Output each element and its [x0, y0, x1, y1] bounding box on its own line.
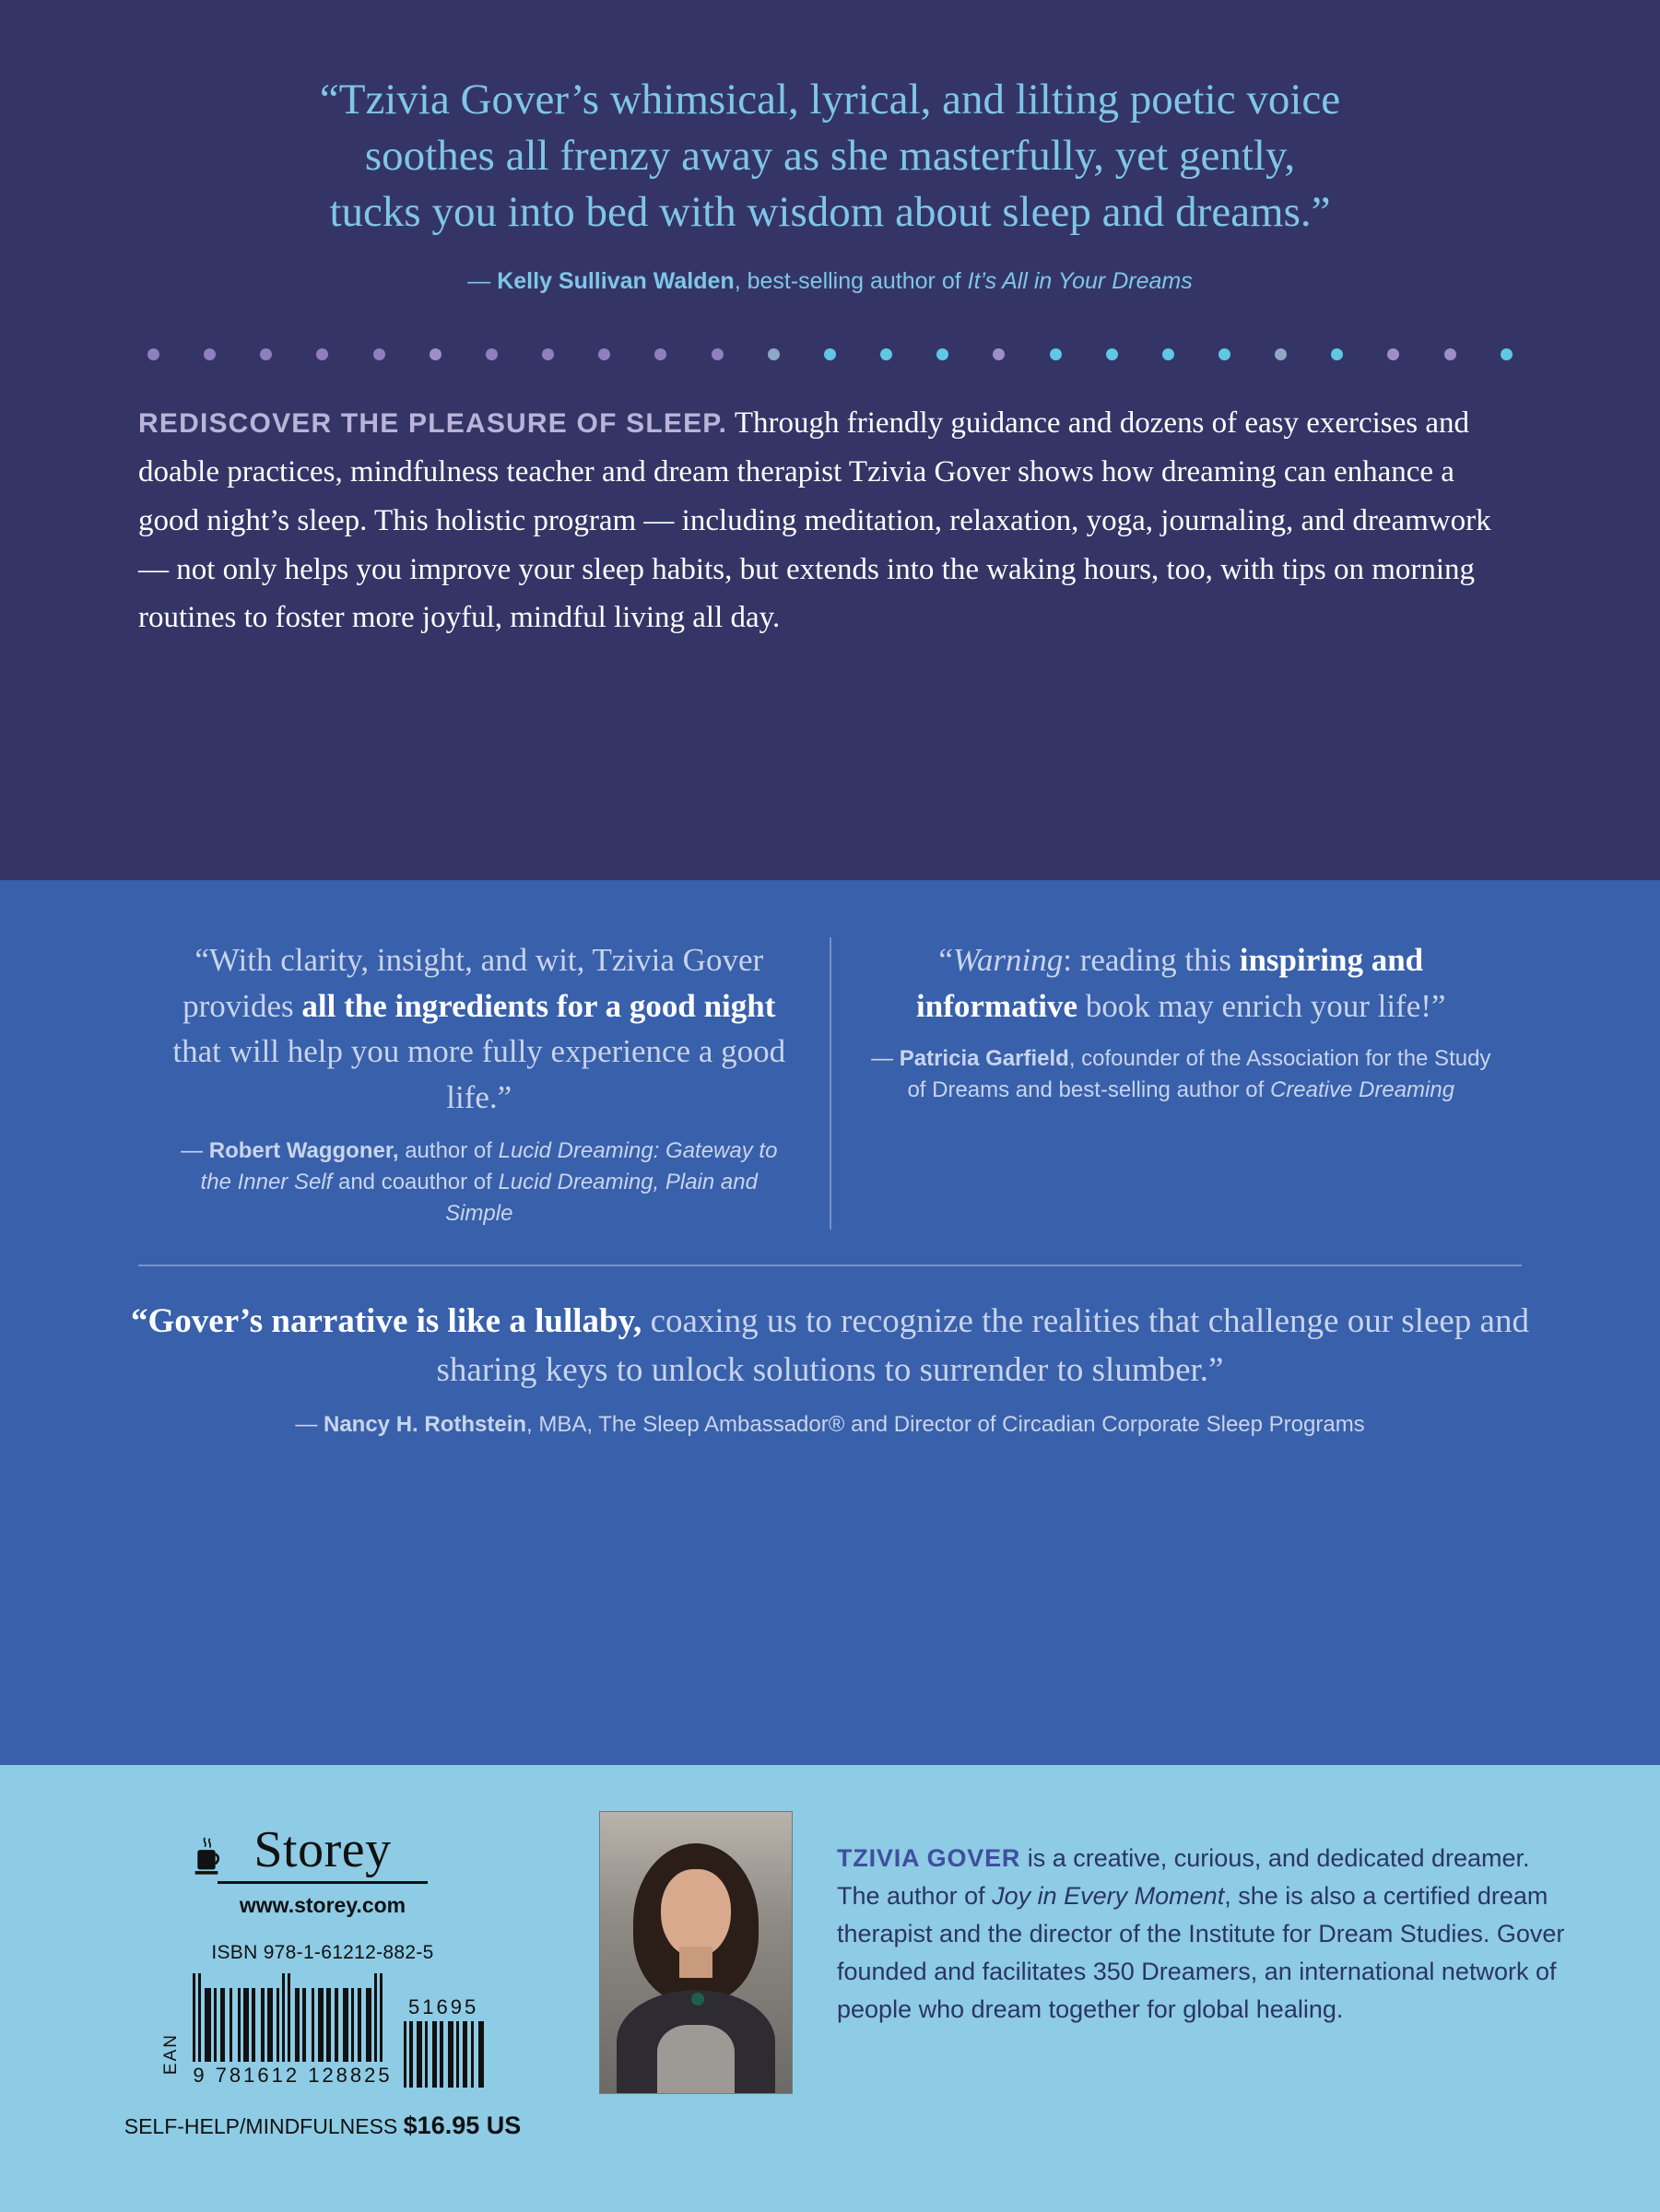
dot-icon: [936, 348, 948, 360]
barcode-area: [46, 1973, 599, 2088]
headline-pull-quote: [138, 72, 1522, 241]
attrib-rest: , best-selling author of: [734, 268, 968, 295]
reviews-panel: [0, 880, 1660, 1765]
dot-icon: [1219, 348, 1230, 360]
dot-icon: [373, 348, 385, 360]
description-body: Through friendly guidance and dozens of easy exercises and doable practices, mindfulness teacher and dream therapist Tzivia Gover shows how dreaming can enhance a good night’s sleep. This holistic program — including meditation, relaxation, yoga, journaling, and dreamwork — not only helps you improve your sleep habits, but extends into the waking hours, too, with tips on morning routines to foster more joyful, mindful living all day.: [138, 406, 1491, 635]
dot-icon: [1501, 348, 1513, 360]
attrib-mid: and coauthor of: [332, 1169, 499, 1194]
dot-icon: [260, 348, 272, 360]
barcode-main: [193, 1973, 392, 2088]
attrib-book-title: Creative Dreaming: [1269, 1077, 1455, 1103]
pull-quote-line-2: soothes all frenzy away as she masterfully, yet gently,: [364, 132, 1296, 181]
dot-icon: [654, 348, 666, 360]
dot-icon: [712, 348, 724, 360]
barcode-number: 9 781612 128825: [193, 2064, 393, 2087]
dot-icon: [147, 348, 159, 360]
attrib-rest: , MBA, The Sleep Ambassador® and Director of Circadian Corporate Sleep Programs: [526, 1412, 1365, 1438]
quote-part-1: : reading this: [1063, 942, 1240, 978]
publisher-panel: [0, 1765, 1660, 2212]
dot-icon: [1106, 348, 1118, 360]
barcode-addon: [404, 1995, 484, 2088]
dot-icon: [1162, 348, 1174, 360]
publisher-website: www.storey.com: [239, 1893, 406, 1917]
attrib-dash: —: [467, 268, 498, 295]
barcode-addon-bars: [404, 2021, 484, 2088]
divider: [138, 1265, 1522, 1266]
review-left-attribution: [168, 1135, 791, 1230]
author-name: TZIVIA GOVER: [837, 1844, 1021, 1872]
category-label: SELF-HELP/MINDFULNESS: [124, 2114, 398, 2138]
barcode-addon-number: 51695: [408, 1995, 479, 2018]
attrib-dash: —: [295, 1412, 324, 1438]
publisher-name: Storey: [253, 1821, 392, 1878]
attrib-dash: —: [181, 1137, 209, 1163]
photo-shirt: [657, 2025, 735, 2093]
bio-part-1: is a creative, curious, and dedicated dreamer. The author of: [837, 1844, 1530, 1911]
barcode-bars: [193, 1973, 392, 2062]
dot-icon: [1275, 348, 1287, 360]
logo-underline: [218, 1881, 428, 1884]
attrib-dash: —: [871, 1046, 900, 1072]
quote-rest: coaxing us to recognize the realities that challenge our sleep and sharing keys to unlock solutions to surrender to slumber.”: [436, 1301, 1529, 1389]
description-paragraph: [138, 399, 1522, 642]
attrib-name: Kelly Sullivan Walden: [497, 268, 735, 295]
decorative-dot-rule: [147, 348, 1513, 360]
pull-quote-attribution: [138, 268, 1522, 295]
review-center-attribution: [129, 1409, 1531, 1441]
reviews-two-column: [129, 937, 1531, 1230]
isbn-text: ISBN 978-1-61212-882-5: [211, 1942, 434, 1963]
review-right-attribution: [870, 1043, 1493, 1106]
review-center: [129, 1298, 1531, 1441]
photo-face: [661, 1869, 731, 1958]
review-left-quote: [168, 937, 791, 1121]
quote-bold: “Gover’s narrative is like a lullaby,: [131, 1301, 642, 1340]
quote-part-2: that will help you more fully experience a good life.”: [172, 1033, 786, 1116]
attrib-book-title-1: Lucid Dreaming: Gateway to the Inner Self: [200, 1137, 778, 1194]
dot-icon: [993, 348, 1005, 360]
attrib-rest: author of: [398, 1137, 499, 1163]
author-photo: [599, 1811, 793, 2094]
dot-icon: [824, 348, 836, 360]
quote-open: “: [938, 942, 953, 978]
dot-icon: [204, 348, 216, 360]
attrib-name: Robert Waggoner,: [208, 1137, 399, 1163]
bio-part-2: , she is also a certified dream therapist and the director of the Institute for Dream Studies. Gover founded and facilitates 350 Dreamers, an international network of people who dream together for global healing.: [837, 1882, 1565, 2024]
quote-bold: all the ingredients for a good night: [301, 987, 776, 1024]
quote-italic-word: Warning: [952, 942, 1064, 978]
dot-icon: [542, 348, 554, 360]
quote-bold: inspiring and informative: [916, 942, 1424, 1024]
dot-icon: [1444, 348, 1456, 360]
dot-icon: [1050, 348, 1062, 360]
review-right-quote: [870, 937, 1493, 1029]
price-label: $16.95 US: [403, 2112, 522, 2139]
attrib-book-title: It’s All in Your Dreams: [967, 268, 1193, 295]
review-left: [129, 937, 831, 1230]
dot-icon: [880, 348, 892, 360]
attrib-name: Nancy H. Rothstein: [323, 1412, 527, 1438]
photo-pendant: [691, 1993, 704, 2006]
dot-icon: [598, 348, 610, 360]
description-lead-in: REDISCOVER THE PLEASURE OF SLEEP.: [138, 408, 728, 440]
dot-icon: [768, 348, 780, 360]
ean-label: EAN: [161, 2032, 182, 2075]
attrib-name: Patricia Garfield: [899, 1046, 1069, 1072]
cup-icon: [193, 1833, 220, 1883]
author-bio-block: [793, 1802, 1614, 2189]
quote-part-1: “With clarity, insight, and wit, Tzivia Gover provides: [182, 942, 764, 1024]
publisher-block: [46, 1802, 599, 2189]
top-panel: [0, 0, 1660, 880]
review-center-quote: [129, 1298, 1531, 1394]
author-bio: [837, 1840, 1577, 2029]
dot-icon: [1331, 348, 1343, 360]
dot-icon: [430, 348, 441, 360]
photo-neck: [679, 1947, 712, 1978]
attrib-book-title-2: Lucid Dreaming, Plain and Simple: [445, 1169, 758, 1226]
category-and-price: [46, 2112, 599, 2140]
dot-icon: [1387, 348, 1399, 360]
dot-icon: [316, 348, 328, 360]
pull-quote-line-3: tucks you into bed with wisdom about sleep and dreams.”: [329, 188, 1331, 237]
review-right: [831, 937, 1532, 1230]
dot-icon: [486, 348, 498, 360]
publisher-logo: [46, 1820, 599, 1884]
attrib-rest: , cofounder of the Association for the Study of Dreams and best-selling author of: [907, 1046, 1491, 1103]
quote-part-2: book may enrich your life!”: [1077, 987, 1446, 1024]
bio-book-title: Joy in Every Moment: [992, 1882, 1225, 1911]
pull-quote-line-1: “Tzivia Gover’s whimsical, lyrical, and lilting poetic voice: [319, 76, 1341, 124]
